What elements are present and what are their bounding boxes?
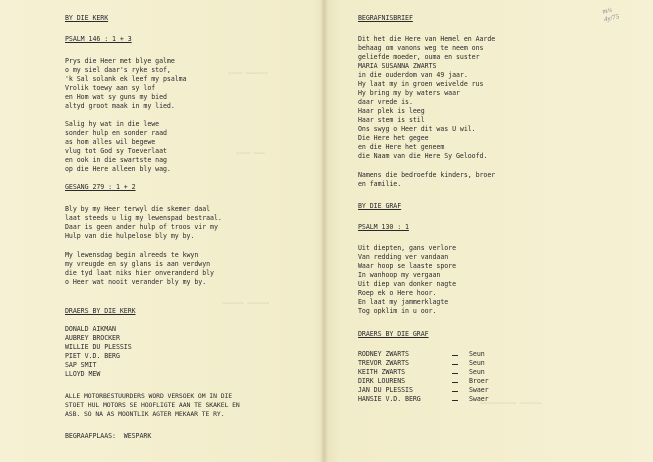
notice-line: STOET HUL MOTORS SE HOOFLIGTE AAN TE SKAKEL EN: [65, 401, 240, 409]
letter-line: in die ouderdom van 49 jaar.: [358, 71, 468, 79]
verse-line: en ook in die swartste nag: [65, 156, 167, 164]
verse-line: my vreugde en sy glans is aan verdwyn: [65, 260, 211, 268]
bearer-name: DONALD AIKMAN: [65, 325, 116, 333]
dash-separator: [452, 391, 458, 392]
verse-line: In wanhoop my vergaan: [358, 271, 441, 279]
verse-line: Waar hoop se laaste spore: [358, 262, 456, 270]
letter-line: Hy bring my by waters waar: [358, 89, 460, 97]
verse-line: en Hom wat sy guns my bied: [65, 93, 167, 101]
letter-line: en die Here het geneem: [358, 143, 445, 151]
verse-line: die tyd laat niks hier onveranderd bly: [65, 269, 214, 277]
bearer-name: SAP SMIT: [65, 361, 97, 369]
dash-separator: [452, 373, 458, 374]
grave-bearer-name: DIRK LOURENS: [358, 377, 406, 385]
heading-begrafnisbrief: BEGRAFNISBRIEF: [358, 14, 413, 22]
heading-psalm-130: PSALM 130 : 1: [358, 223, 409, 231]
deceased-name: MARIA SUSANNA ZWARTS: [358, 62, 437, 70]
bearer-name: LLOYD MEW: [65, 370, 101, 378]
verse-line: Prys die Heer met blye galme: [65, 57, 175, 65]
verse-line: Salig hy wat in die lewe: [65, 120, 160, 128]
verse-line: as hom alles wil begewe: [65, 138, 156, 146]
notice-line: ALLE MOTORBESTUURDERS WORD VERSOEK OM IN DIE: [65, 392, 233, 400]
dash-separator: [452, 382, 458, 383]
show-through-mark: ~~~~~~~~~~ ~~~~~~: [480, 400, 542, 407]
verse-line: op die Here alleen bly wag.: [65, 165, 171, 173]
show-through-mark: ~~~~~~ ~~~~~~: [222, 300, 269, 307]
verse-line: Bly by my Heer terwyl die skemer daal: [65, 205, 211, 213]
letter-line: Ons swyg o Heer dit was U wil.: [358, 125, 476, 133]
heading-gesang-279: GESANG 279 : 1 + 2: [65, 183, 136, 191]
verse-line: 'k Sal solank ek leef my psalma: [65, 75, 187, 83]
cemetery-line: BEGRAAFPLAAS: WESPARK: [65, 432, 152, 440]
letter-line: Hy laat my in groen weivelde rus: [358, 80, 484, 88]
grave-bearer-relation: Swaer: [469, 386, 489, 394]
grave-bearer-name: JAN DU PLESSIS: [358, 386, 413, 394]
dash-separator: [452, 355, 458, 356]
bearer-name: AUBREY BROCKER: [65, 334, 120, 342]
grave-bearer-name: RODNEY ZWARTS: [358, 350, 409, 358]
letter-line: Haar plek is leeg: [358, 107, 425, 115]
verse-line: Roep ek o Here hoor.: [358, 289, 437, 297]
verse-line: vlug tot God sy Toeverlaat: [65, 147, 167, 155]
verse-line: o Heer wat nooit verander bly my by.: [65, 278, 207, 286]
letter-line: behaag om vanons weg te neem ons: [358, 44, 484, 52]
verse-line: En laat my jammerklagte: [358, 298, 449, 306]
grave-bearer-name: TREVOR ZWARTS: [358, 359, 409, 367]
verse-line: laat steeds u lig my lewenspad bestraal.: [65, 214, 222, 222]
grave-bearer-name: HANSIE V.D. BERG: [358, 395, 421, 403]
verse-line: Daar is geen ander hulp of troos vir my: [65, 223, 218, 231]
grave-bearer-relation: Broer: [469, 377, 489, 385]
verse-line: Uit diepten, gans verlore: [358, 244, 456, 252]
heading-by-die-kerk: BY DIE KERK: [65, 14, 109, 22]
pencil-annotation: m/s 4y/75: [601, 5, 621, 24]
show-through-mark: ~~~~ ~~~~~~: [228, 70, 268, 77]
verse-line: My lewensdag begin alreeds te kwyn: [65, 251, 199, 259]
verse-line: Tog opklim in u oor.: [358, 307, 437, 315]
grave-bearer-relation: Swaer: [469, 395, 489, 403]
letter-line: Dit het die Here van Hemel en Aarde: [358, 35, 496, 43]
heading-psalm-146: PSALM 146 : 1 + 3: [65, 35, 132, 43]
bearer-name: PIET V.D. BERG: [65, 352, 120, 360]
grave-bearer-name: KEITH ZWARTS: [358, 368, 406, 376]
verse-line: o my siel daar's ryke stof,: [65, 66, 171, 74]
heading-draers-by-die-graf: DRAERS BY DIE GRAF: [358, 330, 429, 338]
verse-line: Van redding ver vandaan: [358, 253, 449, 261]
notice-line: ASB. SO NA AS MOONTLIK AGTER MEKAAR TE RY.: [65, 410, 225, 418]
verse-line: altyd groot maak in my lied.: [65, 102, 175, 110]
verse-line: Uit diep van donker nagte: [358, 280, 456, 288]
letter-line: die Naam van die Here Sy Geloofd.: [358, 152, 488, 160]
show-through-mark: ~~~~ ~~~: [236, 150, 265, 157]
verse-line: Hulp van die hulpelose bly my by.: [65, 232, 195, 240]
letter-line: geliefde moeder, ouma en suster: [358, 53, 480, 61]
verse-line: Vrolik toewy aan sy lof: [65, 84, 156, 92]
center-fold: [320, 0, 328, 462]
bearer-name: WILLIE DU PLESSIS: [65, 343, 132, 351]
grave-bearer-relation: Seun: [469, 368, 485, 376]
heading-by-die-graf: BY DIE GRAF: [358, 202, 402, 210]
signoff-line: Namens die bedroefde kinders, broer: [358, 171, 496, 179]
letter-line: daar vrede is.: [358, 98, 413, 106]
verse-line: sonder hulp en sonder raad: [65, 129, 167, 137]
letter-line: Die Here het gegee: [358, 134, 429, 142]
signoff-line: en familie.: [358, 180, 402, 188]
grave-bearer-relation: Seun: [469, 350, 485, 358]
heading-draers-by-die-kerk: DRAERS BY DIE KERK: [65, 307, 136, 315]
dash-separator: [452, 364, 458, 365]
letter-line: Haar stem is stil: [358, 116, 425, 124]
dash-separator: [452, 400, 458, 401]
grave-bearer-relation: Seun: [469, 359, 485, 367]
